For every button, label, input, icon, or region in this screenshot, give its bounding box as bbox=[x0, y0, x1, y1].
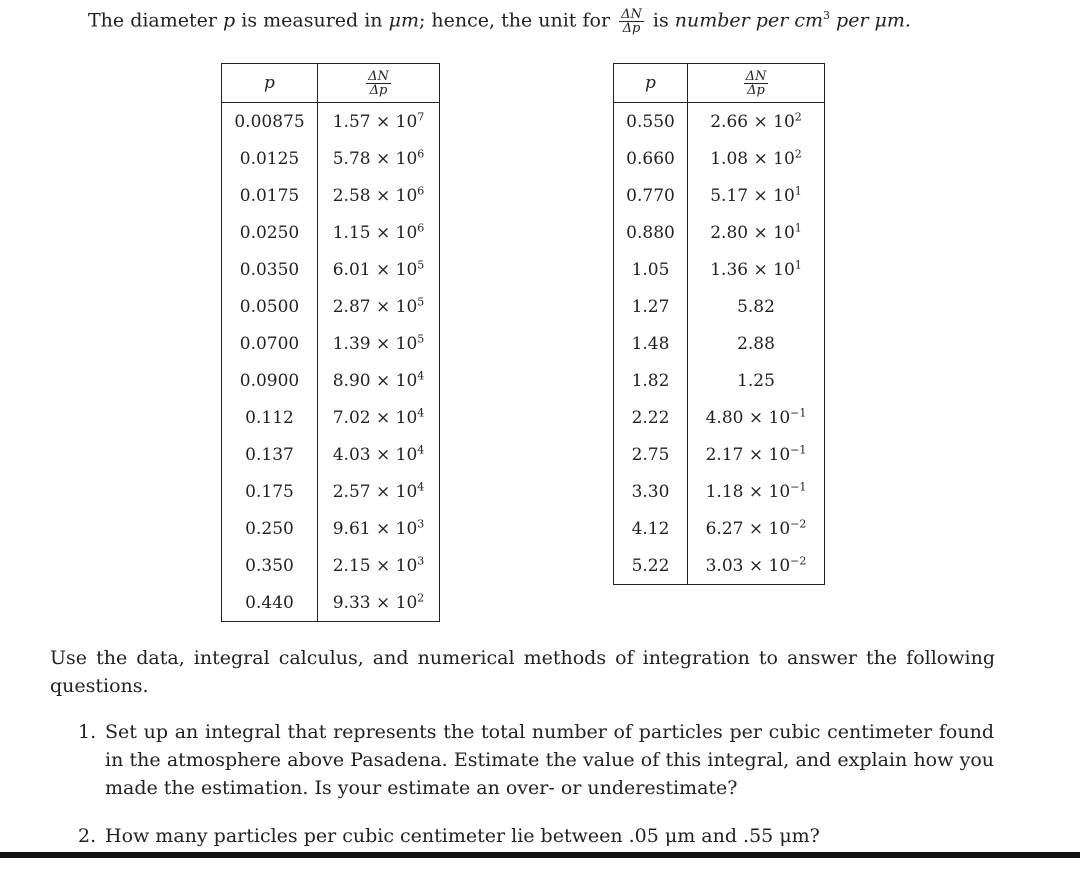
instructions-paragraph: Use the data, integral calculus, and numerical methods of integration to answer the following questions. bbox=[50, 647, 995, 697]
table-row bbox=[222, 362, 440, 399]
table-row bbox=[614, 325, 825, 362]
question-number: 1. bbox=[78, 721, 97, 743]
cell-dn-dp bbox=[688, 547, 825, 585]
cell-mantissa: 1.36 × 10 bbox=[710, 259, 795, 280]
cell-p: 0.440 bbox=[222, 584, 318, 622]
header-fraction bbox=[318, 64, 440, 103]
cell-exponent: 6 bbox=[417, 183, 425, 197]
header-frac-den: Δp bbox=[369, 82, 388, 98]
intro-unit-exp: 3 bbox=[822, 9, 830, 23]
cell-exponent: 4 bbox=[417, 442, 425, 456]
cell-p: 1.05 bbox=[614, 251, 688, 288]
cell-dn-dp bbox=[688, 436, 825, 473]
cell-exponent: 5 bbox=[417, 294, 425, 308]
cell-mantissa: 1.15 × 10 bbox=[332, 222, 418, 243]
cell-p: 2.75 bbox=[614, 436, 688, 473]
cell-mantissa: 2.17 × 10 bbox=[705, 444, 791, 465]
table-row bbox=[222, 584, 440, 622]
table-row bbox=[222, 325, 440, 362]
cell-dn-dp bbox=[318, 103, 440, 141]
cell-dn-dp bbox=[318, 325, 440, 362]
cell-dn-dp bbox=[688, 103, 825, 141]
cell-mantissa: 4.03 × 10 bbox=[332, 444, 418, 465]
cell-dn-dp bbox=[688, 325, 825, 362]
table-row bbox=[614, 362, 825, 399]
table-row bbox=[222, 399, 440, 436]
intro-unit-text: number per cm bbox=[674, 9, 823, 32]
cell-p: 0.0700 bbox=[222, 325, 318, 362]
table-row bbox=[222, 288, 440, 325]
cell-p: 1.27 bbox=[614, 288, 688, 325]
cell-exponent: 3 bbox=[417, 516, 425, 530]
cell-dn-dp bbox=[318, 473, 440, 510]
cell-dn-dp bbox=[318, 288, 440, 325]
data-table-left bbox=[221, 63, 440, 622]
cell-p: 2.22 bbox=[614, 399, 688, 436]
cell-exponent: −2 bbox=[790, 516, 807, 530]
cell-mantissa: 1.18 × 10 bbox=[705, 481, 791, 502]
cell-p: 0.112 bbox=[222, 399, 318, 436]
cell-dn-dp bbox=[688, 362, 825, 399]
question-text: Set up an integral that represents the total number of particles per cubic centimeter found in the atmosphere above Pasadena. Estimate the value of this integral, and explain how you made the estimation. Is your estimate an over- or underestimate? bbox=[105, 721, 994, 799]
cell-mantissa: 5.78 × 10 bbox=[332, 148, 418, 169]
table-row bbox=[614, 510, 825, 547]
cell-dn-dp bbox=[318, 177, 440, 214]
intro-text-before: The diameter bbox=[88, 9, 217, 32]
cell-dn-dp bbox=[318, 140, 440, 177]
cell-mantissa: 1.57 × 10 bbox=[332, 111, 418, 132]
cell-exponent: 1 bbox=[794, 183, 802, 197]
table-row bbox=[222, 547, 440, 584]
cell-dn-dp bbox=[318, 251, 440, 288]
cell-dn-dp bbox=[688, 251, 825, 288]
table-row bbox=[222, 510, 440, 547]
table-row bbox=[614, 288, 825, 325]
cell-p: 0.0900 bbox=[222, 362, 318, 399]
question-item bbox=[78, 718, 994, 802]
cell-dn-dp bbox=[318, 547, 440, 584]
cell-mantissa: 9.61 × 10 bbox=[332, 518, 418, 539]
cell-dn-dp bbox=[688, 140, 825, 177]
cell-dn-dp bbox=[688, 473, 825, 510]
cell-mantissa: 2.58 × 10 bbox=[332, 185, 418, 206]
cell-mantissa: 6.01 × 10 bbox=[332, 259, 418, 280]
cell-exponent: 2 bbox=[794, 146, 802, 160]
cell-mantissa: 9.33 × 10 bbox=[332, 592, 418, 613]
cell-mantissa: 2.88 bbox=[737, 333, 775, 354]
intro-text-after: ; hence, the unit for bbox=[418, 9, 611, 32]
cell-exponent: 1 bbox=[794, 257, 802, 271]
cell-mantissa: 3.03 × 10 bbox=[705, 555, 791, 576]
cell-exponent: 2 bbox=[794, 109, 802, 123]
cell-p: 0.0350 bbox=[222, 251, 318, 288]
cell-p: 1.48 bbox=[614, 325, 688, 362]
table-row bbox=[222, 436, 440, 473]
header-frac-num: ΔN bbox=[745, 68, 767, 84]
intro-fraction bbox=[619, 8, 644, 35]
cell-dn-dp bbox=[318, 399, 440, 436]
cell-dn-dp bbox=[688, 399, 825, 436]
table-row bbox=[614, 436, 825, 473]
cell-p: 0.175 bbox=[222, 473, 318, 510]
header-frac-den: Δp bbox=[747, 82, 765, 98]
cell-mantissa: 6.27 × 10 bbox=[705, 518, 791, 539]
cell-exponent: −1 bbox=[790, 405, 807, 419]
intro-unit-tail: per μm. bbox=[836, 9, 911, 32]
table-row bbox=[222, 473, 440, 510]
cell-mantissa: 2.80 × 10 bbox=[710, 222, 795, 243]
table-row bbox=[614, 177, 825, 214]
header-fraction bbox=[688, 64, 825, 103]
cell-exponent: 3 bbox=[417, 553, 425, 567]
table-row bbox=[222, 103, 440, 141]
cell-exponent: 5 bbox=[417, 257, 425, 271]
cell-mantissa: 1.08 × 10 bbox=[710, 148, 795, 169]
cell-dn-dp bbox=[318, 214, 440, 251]
cell-mantissa: 2.15 × 10 bbox=[332, 555, 418, 576]
cell-p: 5.22 bbox=[614, 547, 688, 585]
intro-frac-num: ΔN bbox=[621, 7, 642, 22]
cell-mantissa: 8.90 × 10 bbox=[332, 370, 418, 391]
cell-dn-dp bbox=[688, 288, 825, 325]
cell-p: 0.0500 bbox=[222, 288, 318, 325]
cell-exponent: 7 bbox=[417, 109, 425, 123]
table-row bbox=[614, 547, 825, 585]
cell-exponent: 1 bbox=[794, 220, 802, 234]
cell-mantissa: 4.80 × 10 bbox=[705, 407, 791, 428]
cell-p: 0.0250 bbox=[222, 214, 318, 251]
cell-dn-dp bbox=[318, 436, 440, 473]
intro-p-symbol: p bbox=[223, 9, 236, 32]
cell-p: 0.0175 bbox=[222, 177, 318, 214]
table-row bbox=[614, 140, 825, 177]
question-list bbox=[78, 718, 994, 870]
intro-text-mid: is measured in bbox=[241, 9, 383, 32]
cell-p: 0.0125 bbox=[222, 140, 318, 177]
intro-text-is: is bbox=[652, 9, 669, 32]
cell-p: 0.880 bbox=[614, 214, 688, 251]
table-row bbox=[222, 140, 440, 177]
cell-dn-dp bbox=[688, 177, 825, 214]
cell-p: 4.12 bbox=[614, 510, 688, 547]
cell-mantissa: 1.25 bbox=[737, 370, 775, 391]
question-number: 2. bbox=[78, 825, 97, 847]
cell-p: 0.250 bbox=[222, 510, 318, 547]
cell-mantissa: 5.17 × 10 bbox=[710, 185, 795, 206]
bottom-border bbox=[0, 852, 1080, 858]
cell-p: 0.00875 bbox=[222, 103, 318, 141]
cell-exponent: 4 bbox=[417, 479, 425, 493]
cell-exponent: −2 bbox=[790, 553, 807, 567]
table-header-row bbox=[614, 64, 825, 103]
cell-exponent: 6 bbox=[417, 220, 425, 234]
cell-mantissa: 2.87 × 10 bbox=[332, 296, 418, 317]
cell-mantissa: 2.66 × 10 bbox=[710, 111, 795, 132]
cell-p: 0.660 bbox=[614, 140, 688, 177]
cell-dn-dp bbox=[318, 362, 440, 399]
question-text: How many particles per cubic centimeter lie between .05 μm and .55 μm? bbox=[105, 825, 820, 847]
table-row bbox=[222, 214, 440, 251]
table-row bbox=[614, 251, 825, 288]
table-row bbox=[614, 399, 825, 436]
table-row bbox=[614, 103, 825, 141]
cell-p: 0.770 bbox=[614, 177, 688, 214]
cell-dn-dp bbox=[688, 214, 825, 251]
cell-exponent: 4 bbox=[417, 405, 425, 419]
table-row bbox=[614, 473, 825, 510]
table-row bbox=[222, 251, 440, 288]
table-row bbox=[222, 177, 440, 214]
cell-dn-dp bbox=[318, 584, 440, 622]
cell-mantissa: 5.82 bbox=[737, 296, 775, 317]
cell-mantissa: 1.39 × 10 bbox=[332, 333, 418, 354]
cell-exponent: 2 bbox=[417, 590, 425, 604]
cell-p: 3.30 bbox=[614, 473, 688, 510]
cell-dn-dp bbox=[688, 510, 825, 547]
cell-exponent: −1 bbox=[790, 479, 807, 493]
cell-mantissa: 2.57 × 10 bbox=[332, 481, 418, 502]
cell-exponent: 6 bbox=[417, 146, 425, 160]
question-item bbox=[78, 822, 994, 850]
cell-p: 0.550 bbox=[614, 103, 688, 141]
intro-unit-mu: μm bbox=[388, 9, 419, 32]
cell-dn-dp bbox=[318, 510, 440, 547]
cell-p: 0.350 bbox=[222, 547, 318, 584]
header-frac-num: ΔN bbox=[368, 68, 389, 84]
data-table-right bbox=[613, 63, 825, 585]
table-header-row bbox=[222, 64, 440, 103]
intro-frac-den: Δp bbox=[622, 21, 641, 36]
header-p: p bbox=[222, 64, 318, 103]
intro-sentence bbox=[88, 8, 911, 35]
header-p: p bbox=[614, 64, 688, 103]
cell-mantissa: 7.02 × 10 bbox=[332, 407, 418, 428]
cell-exponent: 4 bbox=[417, 368, 425, 382]
table-row bbox=[614, 214, 825, 251]
cell-exponent: −1 bbox=[790, 442, 807, 456]
cell-p: 0.137 bbox=[222, 436, 318, 473]
cell-p: 1.82 bbox=[614, 362, 688, 399]
cell-exponent: 5 bbox=[417, 331, 425, 345]
